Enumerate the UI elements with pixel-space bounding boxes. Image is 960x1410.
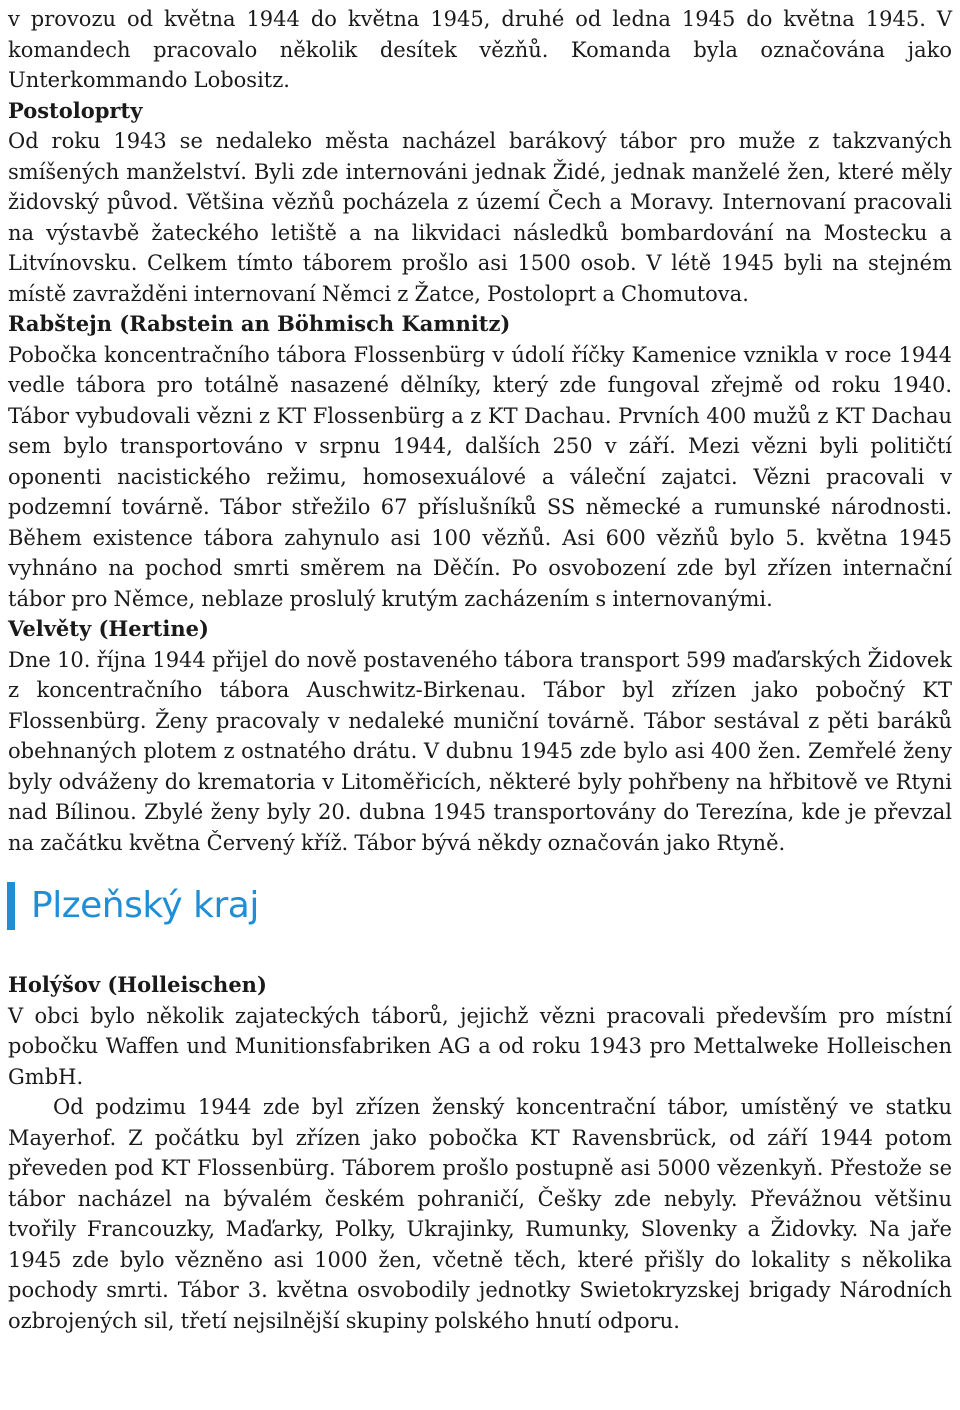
velvety-paragraph: Dne 10. října 1944 přijel do nově postaveného tábora transport 599 maďarských Židovek z koncentračního tábora Auschwitz-Birkenau. Tábor byl zřízen jako pobočný KT Flossenbürg. Ženy pracovaly v nedaleké muniční továrně. Tábor sestával z pěti baráků obehnaných plotem z ostnatého drátu. V dubnu 1945 zde bylo asi 400 žen. Zemřelé ženy byly odváženy do krematoria v Litoměřicích, některé byly pohřbeny na hřbitově ve Rtyni nad Bílinou. Zbylé ženy byly 20. dubna 1945 transportovány do Terezína, kde je převzal na začátku května Červený kříž. Tábor bývá někdy označován jako Rtyně. xyxy=(8,647,952,855)
region-header xyxy=(8,880,952,932)
section-heading-holysov: Holýšov (Holleischen) xyxy=(8,972,267,997)
region-accent-bar xyxy=(7,882,15,930)
holysov-paragraph-1: V obci bylo několik zajateckých táborů, jejichž vězni pracovali především pro místní pobočku Waffen und Munitionsfabriken AG a od roku 1943 pro Mettalweke Holleischen GmbH. xyxy=(8,1003,952,1089)
postoloprty-paragraph: Od roku 1943 se nedaleko města nacházel barákový tábor pro muže z takzvaných smíšených manželství. Byli zde internováni jednak Židé, jednak manželé žen, které měly židovský původ. Většina vězňů pocházela z území Čech a Moravy. Internovaní pracovali na výstavbě žateckého letiště a na likvidaci následků bombardování na Mostecku a Litvínovsku. Celkem tímto táborem prošlo asi 1500 osob. V létě 1945 byli na stejném místě zavražděni internovaní Němci z Žatce, Postoloprt a Chomutova. xyxy=(8,129,952,306)
rabstejn-paragraph: Pobočka koncentračního tábora Flossenbürg v údolí říčky Kamenice vznikla v roce 1944 vedle tábora pro totálně nasazené dělníky, který zde fungoval zřejmě od roku 1940. Tábor vybudovali vězni z KT Flossenbürg a z KT Dachau. Prvních 400 mužů z KT Dachau sem bylo transportováno v srpnu 1944, dalších 250 v září. Mezi vězni byli političtí oponenti nacistického režimu, homosexuálové a váleční zajatci. Vězni pracovali v podzemní továrně. Tábor střežilo 67 příslušníků SS německé a rumunské národnosti. Během existence tábora zahynulo asi 100 vězňů. Asi 600 vězňů bylo 5. května 1945 vyhnáno na pochod smrti směrem na Děčín. Po osvobození zde byl zřízen internační tábor pro Němce, neblaze proslulý krutým zacházením s internovanými. xyxy=(8,342,952,611)
section-heading-velvety: Velvěty (Hertine) xyxy=(8,616,209,641)
section-heading-rabstejn: Rabštejn (Rabstein an Böhmisch Kamnitz) xyxy=(8,311,511,336)
intro-paragraph: v provozu od května 1944 do května 1945, druhé od ledna 1945 do května 1945. V komandech pracovalo několik desítek vězňů. Komanda byla označována jako Unterkommando Lobositz. xyxy=(8,7,952,92)
section-heading-postoloprty: Postoloprty xyxy=(8,97,143,123)
region-title: Plzeňský kraj xyxy=(31,884,259,926)
holysov-paragraph-2: Od podzimu 1944 zde byl zřízen ženský koncentrační tábor, umístěný ve statku Mayerhof. Z počátku byl zřízen jako pobočka KT Ravensbrück, od září 1944 potom převeden pod KT Flossenbürg. Táborem prošlo postupně asi 5000 vězenkyň. Přestože se tábor nacházel na bývalém českém pohraničí, Češky zde nebyly. Převážnou většinu tvořily Francouzky, Maďarky, Polky, Ukrajinky, Rumunky, Slovenky a Židovky. Na jaře 1945 zde bylo vězněno asi 1000 žen, včetně těch, které přišly do lokality s několika pochody smrti. Tábor 3. května osvobodily jednotky Swietokryzskej brigady Národních ozbrojených sil, třetí nejsilnější skupiny polského hnutí odporu. xyxy=(8,1095,952,1333)
